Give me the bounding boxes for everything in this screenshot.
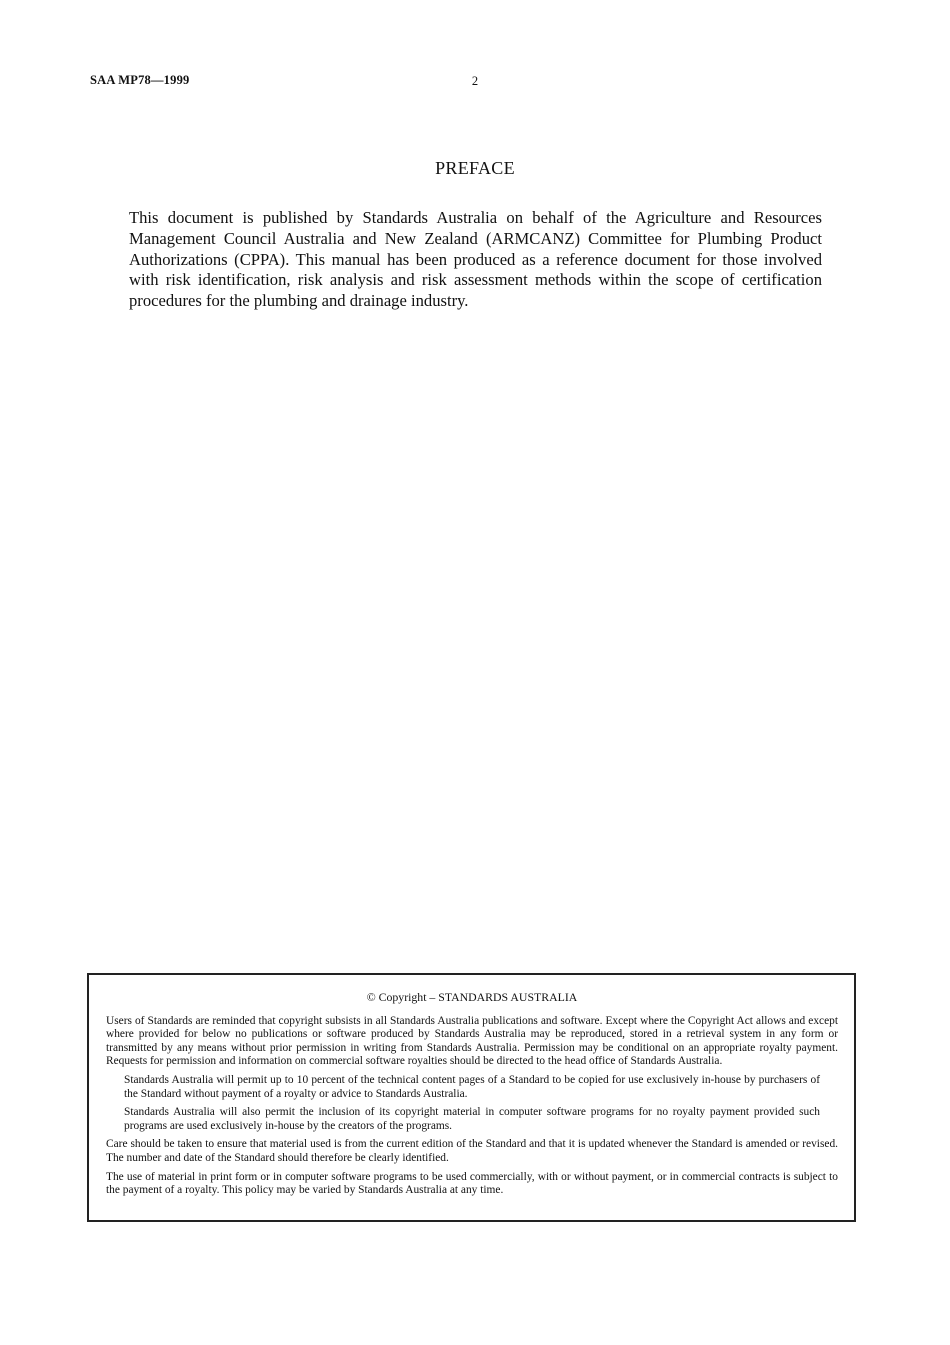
copyright-paragraph-current-edition: Care should be taken to ensure that material used is from the current edition of the Standard and that it is updated whenever the Standard is amended or revised. The number and date of the Standard should therefore be clearly identified.: [106, 1138, 838, 1164]
copyright-paragraph-inhouse-copying: Standards Australia will permit up to 10 percent of the technical content pages of a Standard to be copied for use exclusively in-house by purchasers of the Standard without payment of a royalty or advice to Standards Australia.: [124, 1073, 820, 1100]
copyright-heading: © Copyright – STANDARDS AUSTRALIA: [366, 990, 578, 1004]
document-id: SAA MP78—1999: [90, 73, 190, 87]
copyright-paragraph-users: Users of Standards are reminded that copyright subsists in all Standards Australia publications and software. Except where the Copyright Act allows and except where provided for below no publications or software produced by Standards Australia may be reproduced, stored in a retrieval system in any form or transmitted by any means without prior permission in writing from Standards Australia. Permission may be conditional on an appropriate royalty payment. Requests for permission and information on commercial software royalties should be directed to the head office of Standards Australia.: [106, 1014, 838, 1068]
copyright-paragraph-commercial-use: The use of material in print form or in computer software programs to be used commercially, with or without payment, or in commercial contracts is subject to the payment of a royalty. This policy may be varied by Standards Australia at any time.: [106, 1170, 838, 1197]
copyright-notice-box: [87, 973, 856, 1222]
preface-heading: PREFACE: [435, 158, 515, 178]
copyright-paragraph-software-inclusion: Standards Australia will also permit the inclusion of its copyright material in computer software programs for no royalty payment provided such programs are used exclusively in-house by the creators of the programs.: [124, 1106, 820, 1132]
preface-paragraph: This document is published by Standards Australia on behalf of the Agriculture and Resources Management Council Australia and New Zealand (ARMCANZ) Committee for Plumbing Product Authorizations (CPPA). This manual has been produced as a reference document for those involved with risk identification, risk analysis and risk assessment methods within the scope of certification procedures for the plumbing and drainage industry.: [129, 208, 822, 311]
page-number: 2: [471, 74, 479, 88]
